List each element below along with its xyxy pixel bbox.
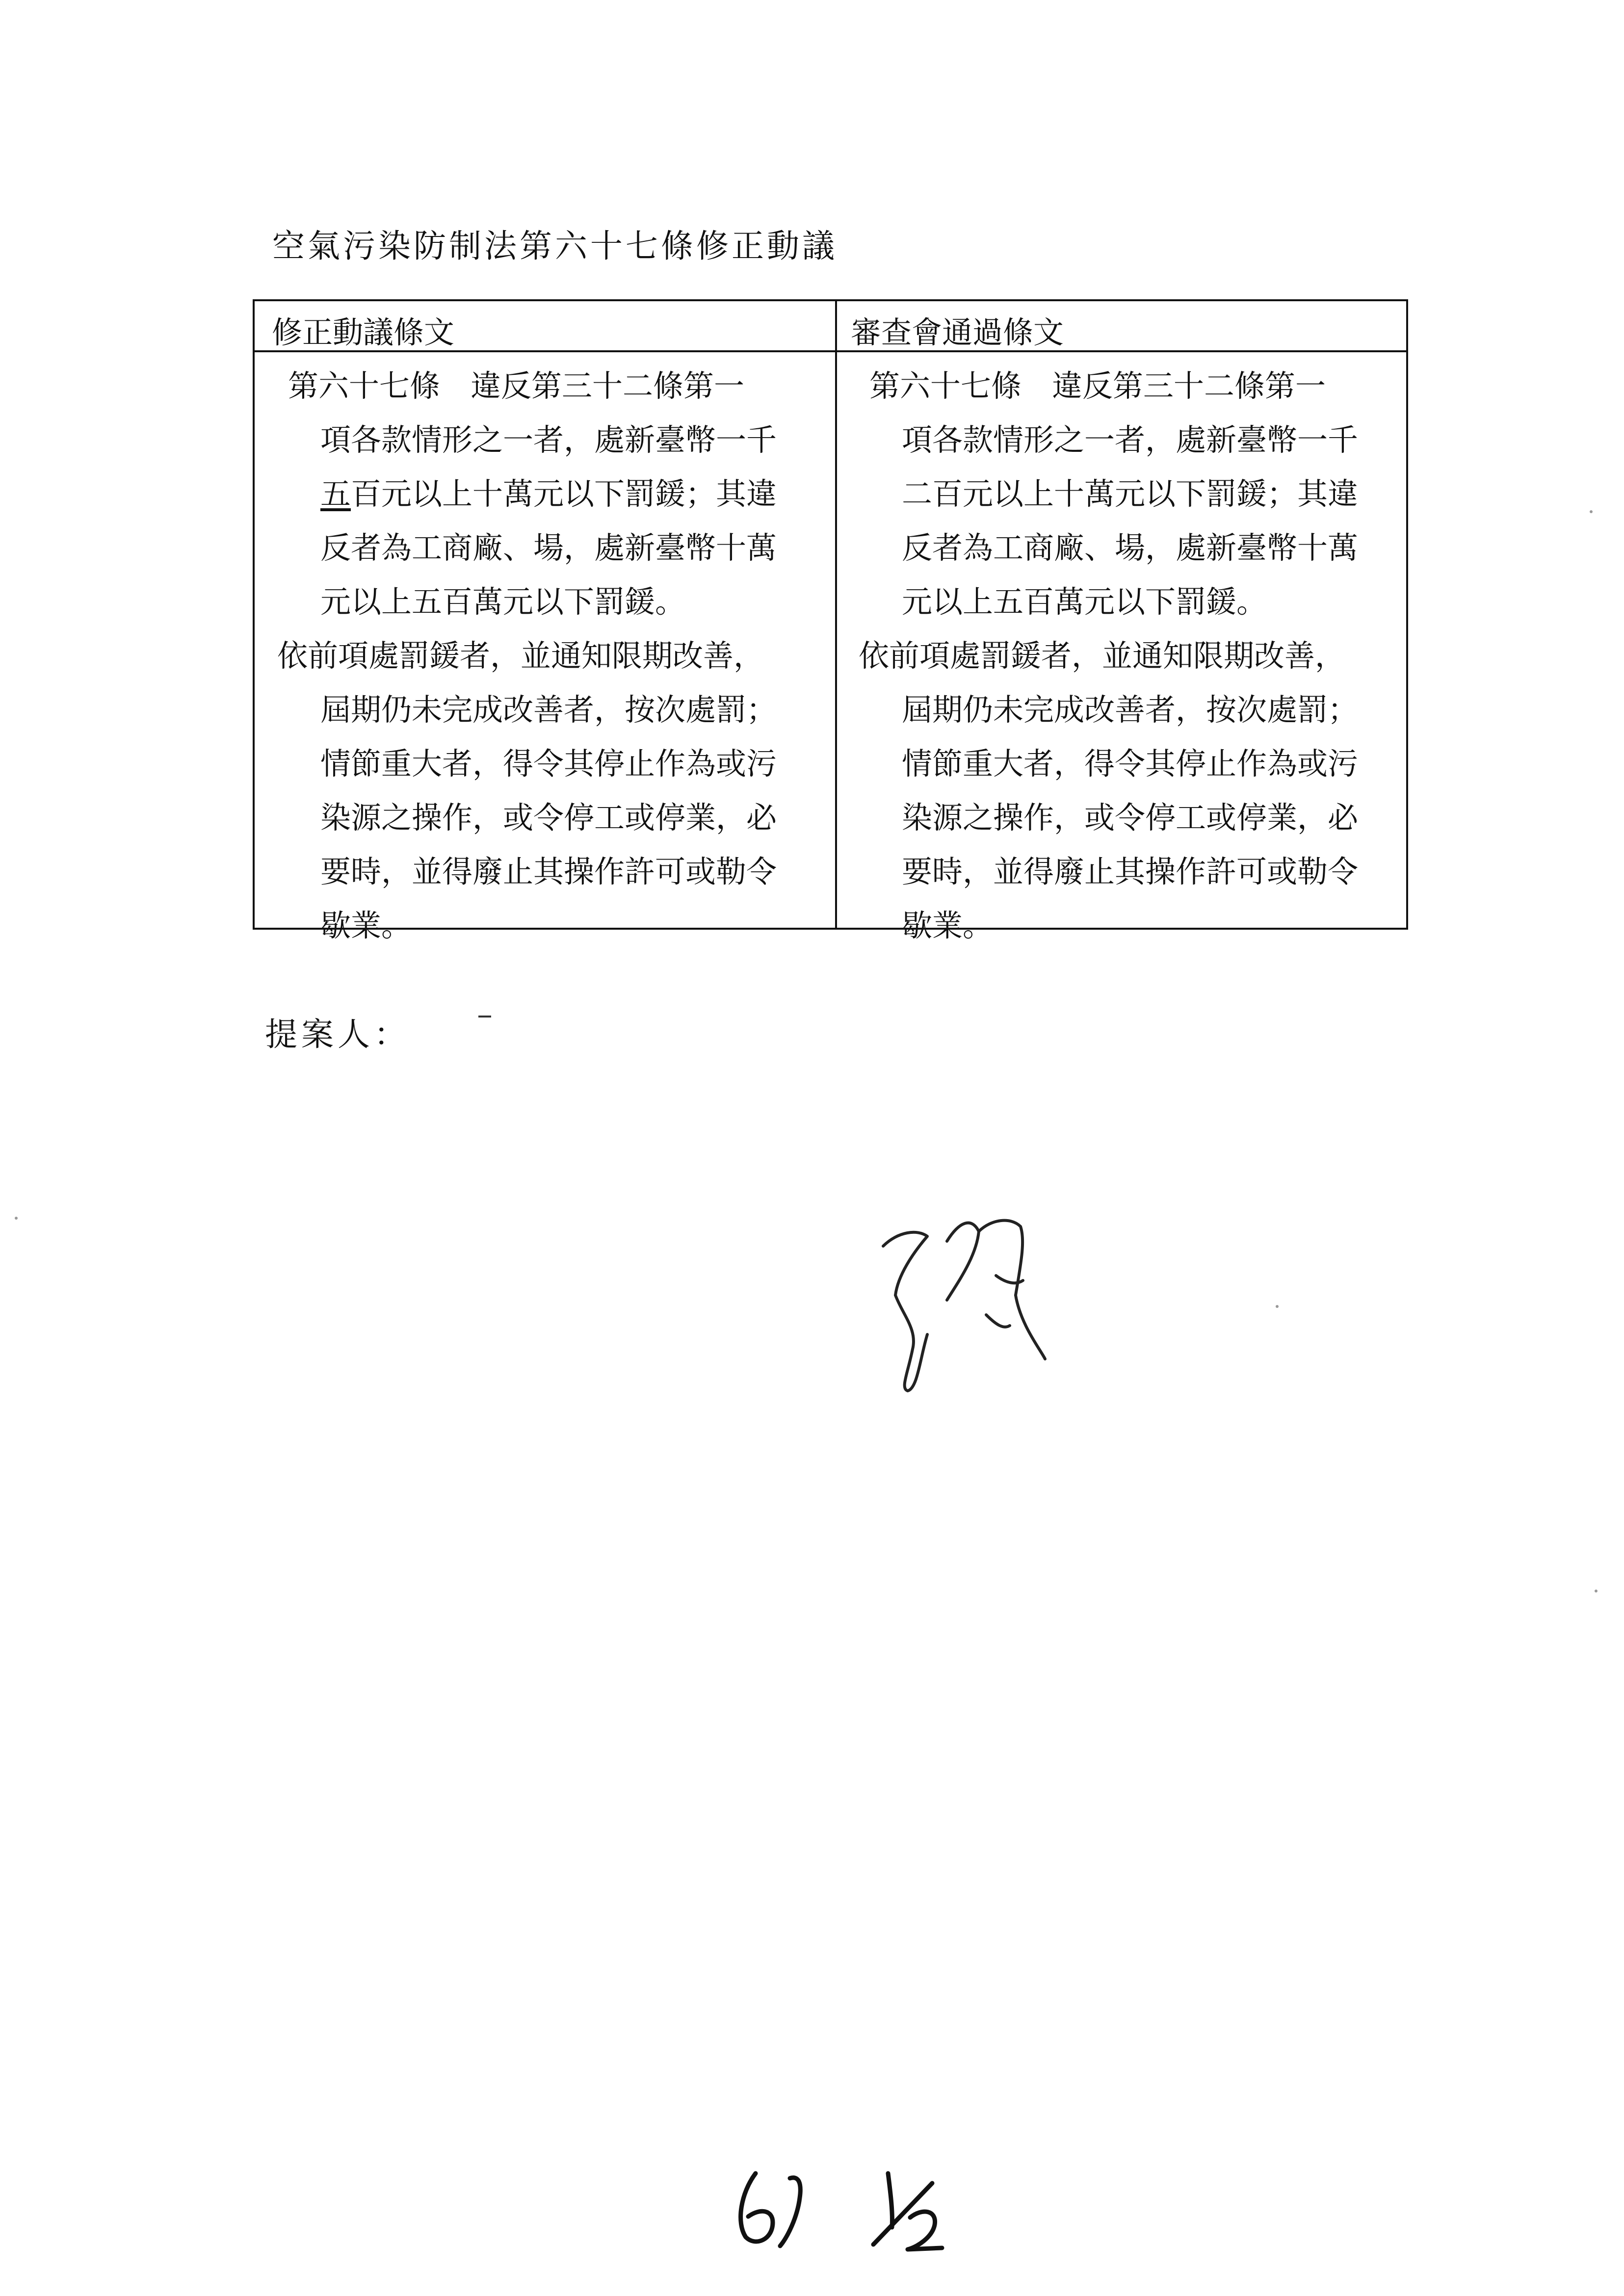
column-divider [835,301,837,928]
scan-speck [1276,1305,1279,1308]
motion-text-column [277,359,828,953]
text-line: 屆期仍未完成改善者，按次處罰； [902,692,1359,728]
text-line: 依前項處罰鍰者，並通知限期改善， [277,638,764,674]
handwritten-page-mark [726,2159,962,2257]
amended-character: 五 [320,476,351,512]
text-line: 反者為工商廠、場，處新臺幣十萬 [320,530,777,566]
text-line: 元以上五百萬元以下罰鍰。 [320,584,686,620]
text-line: 要時，並得廢止其操作許可或勒令 [320,854,777,889]
approved-paragraph-1 [869,359,1409,629]
approved-text-column [859,359,1409,953]
scan-speck [1595,1590,1598,1592]
header-motion-text: 修正動議條文 [272,314,455,350]
text-line: 二百元以上十萬元以下罰鍰；其違 [902,476,1359,512]
motion-paragraph-2 [277,629,828,953]
text-line: 要時，並得廢止其操作許可或勒令 [902,854,1359,889]
text-line: 情節重大者，得令其停止作為或污 [902,746,1359,782]
text-line: 屆期仍未完成改善者，按次處罰； [320,692,777,728]
page-title: 空氣污染防制法第六十七條修正動議 [272,227,838,265]
text-line: 歇業。 [902,908,994,943]
text-line: 染源之操作，或令停工或停業，必 [902,800,1359,835]
text-line: 項各款情形之一者，處新臺幣一千 [902,422,1359,458]
text-line: 元以上五百萬元以下罰鍰。 [902,584,1267,620]
text-line: 歇業。 [320,908,412,943]
motion-paragraph-1 [288,359,828,629]
proposer-label: 提案人： [265,1016,410,1053]
text-line: 染源之操作，或令停工或停業，必 [320,800,777,835]
amendment-comparison-table [253,299,1408,943]
text-line: 項各款情形之一者，處新臺幣一千 [320,422,777,458]
text-line-with-amendment [288,467,828,521]
stray-mark [478,1016,491,1018]
header-approved-text: 審查會通過條文 [851,314,1064,350]
text-line: 第六十七條 違反第三十二條第一 [869,368,1326,404]
scan-speck [1590,510,1593,513]
text-line: 第六十七條 違反第三十二條第一 [288,368,745,404]
scan-speck [15,1217,18,1220]
approved-paragraph-2 [859,629,1409,953]
text-line: 反者為工商廠、場，處新臺幣十萬 [902,530,1359,566]
text-line: 依前項處罰鍰者，並通知限期改善， [859,638,1346,674]
text-segment: 百元以上十萬元以下罰鍰；其違 [351,476,777,512]
text-line: 情節重大者，得令其停止作為或污 [320,746,777,782]
handwritten-signature [873,1212,1079,1398]
